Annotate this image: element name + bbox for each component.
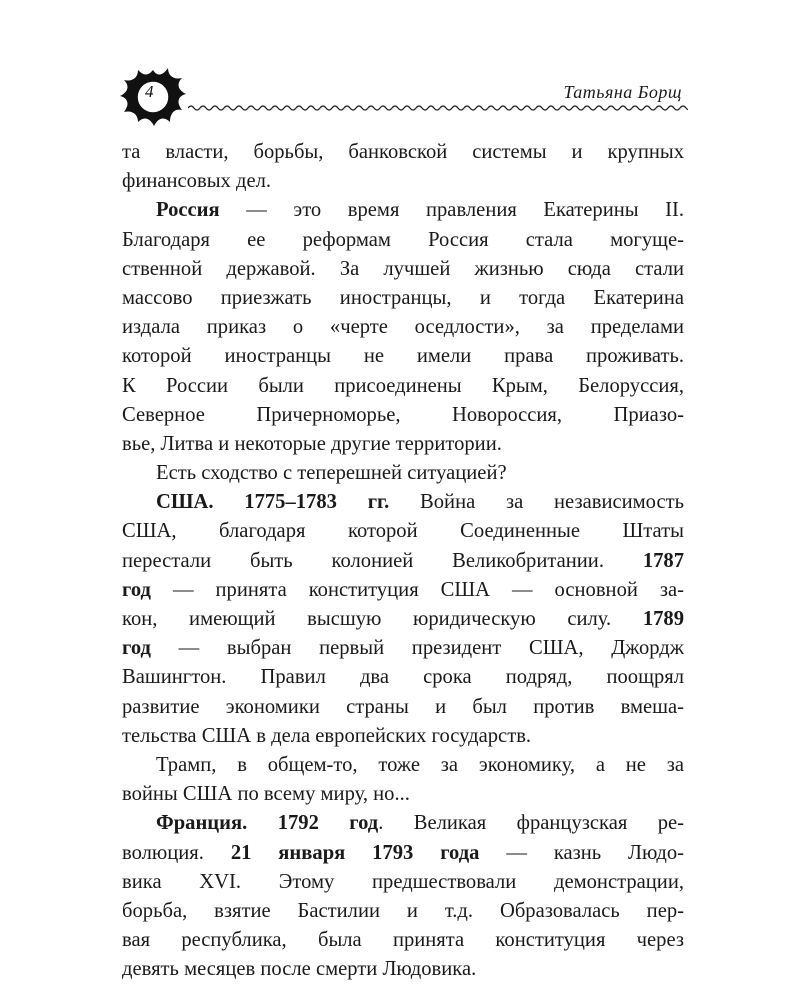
text-line: волюция. 21 января 1793 года — казнь Людо-	[122, 841, 684, 864]
text-line: вика XVI. Этому предшествовали демонстрации,	[122, 870, 684, 893]
text-line: К России были присоединены Крым, Белоруссия,	[122, 374, 684, 397]
text-line: та власти, борьбы, банковской системы и крупных	[122, 141, 684, 163]
text-line: финансовых дел.	[122, 170, 272, 193]
text-line: Северное Причерноморье, Новороссия, Приазо-	[122, 403, 684, 426]
text-line: год — принята конституция США — основной за-	[122, 578, 684, 601]
bold-term: 1787	[642, 549, 684, 572]
text-line: Трамп, в общем-то, тоже за экономику, а не за	[156, 753, 684, 776]
text-line: США, благодаря которой Соединенные Штаты	[122, 520, 684, 543]
text-line: развитие экономики страны и был против вмеша-	[122, 695, 684, 718]
text-line: тельства США в дела европейских государств.	[122, 724, 532, 747]
bold-term: США. 1775–1783 гг.	[156, 491, 390, 514]
bold-term: год	[122, 578, 151, 601]
text-line: перестали быть колонией Великобритании. 1787	[122, 549, 684, 572]
running-head-author: Татьяна Борщ	[563, 82, 682, 102]
bold-term: 21 января 1793 года	[230, 841, 480, 864]
bold-term: Россия	[156, 199, 220, 222]
text-line: ственной державой. За лучшей жизнью сюда стали	[122, 257, 684, 280]
wavy-divider	[188, 104, 688, 112]
text-line: Есть сходство с теперешней ситуацией?	[156, 462, 507, 485]
text-line: США. 1775–1783 гг. Война за независимость	[156, 491, 685, 514]
bold-term: год	[122, 637, 151, 660]
text-line: Россия — это время правления Екатерины II.	[156, 199, 684, 222]
text-line: вье, Литва и некоторые другие территории.	[122, 432, 502, 455]
text-line: массово приезжать иностранцы, и тогда Екатерина	[122, 286, 684, 309]
text-line: Благодаря ее реформам Россия стала могуще-	[122, 228, 684, 251]
text-line: издала приказ о «черте оседлости», за пределами	[122, 316, 684, 339]
page-body	[122, 138, 684, 984]
text-line: кон, имеющий высшую юридическую силу. 1789	[122, 608, 684, 630]
running-header	[118, 60, 688, 130]
text-line: войны США по всему миру, но...	[122, 783, 410, 806]
text-line: девять месяцев после смерти Людовика.	[122, 958, 477, 981]
text-line: Франция. 1792 год. Великая французская ре-	[156, 812, 684, 835]
text-line: год — выбран первый президент США, Джордж	[122, 637, 684, 660]
text-line: вая республика, была принята конституция через	[122, 929, 684, 952]
text-line: которой иностранцы не имели права проживать.	[122, 345, 684, 368]
text-line: Вашингтон. Правил два срока подряд, поощрял	[122, 666, 684, 689]
text-line: борьба, взятие Бастилии и т.д. Образовалась пер-	[122, 899, 684, 922]
bold-term: 1789	[642, 608, 684, 630]
page-number: 4	[145, 82, 154, 101]
bold-term: Франция. 1792 год	[156, 812, 379, 835]
